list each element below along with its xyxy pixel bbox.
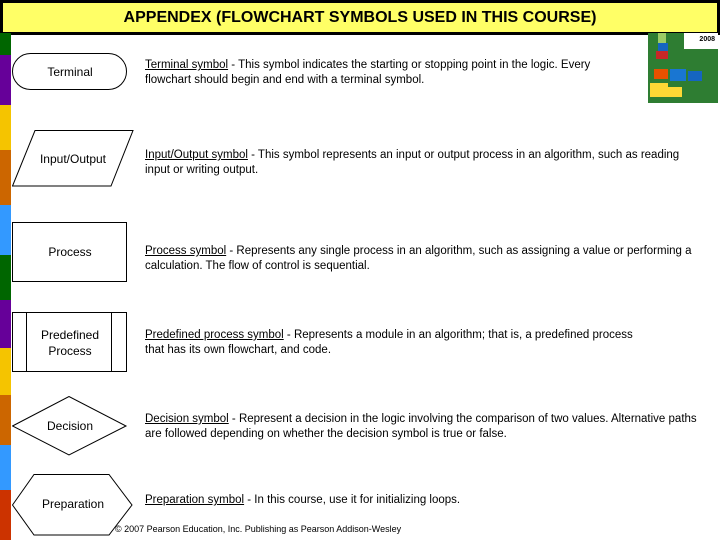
term: Decision symbol [145,413,229,425]
definition: - Represents any single process in an algorithm, such as assigning a value or performing a calculation. The flow of control is sequential. [145,245,692,272]
slide-title: APPENDEX (FLOWCHART SYMBOLS USED IN THIS COURSE) [0,0,720,35]
symbol-label: Input/Output [39,152,107,166]
stripe-segment [0,348,11,395]
symbol-label: Process [48,245,92,259]
stripe-segment [0,255,11,300]
stripe-segment [0,33,11,55]
symbol-label: Decision [46,419,94,433]
decision-symbol [12,396,128,456]
symbol-label: Predefined Process [40,328,100,358]
definition: - This symbol indicates the starting or stopping point in the logic. Every flowchart should begin and end with a terminal symbol. [145,59,591,86]
preparation-description [145,493,705,508]
decision-description [145,412,705,442]
stripe-segment [0,205,11,255]
stripe-segment [0,445,11,490]
stripe-segment [0,55,11,105]
term: Preparation symbol [145,494,245,506]
stripe-segment [0,395,11,445]
stripe-segment [0,105,11,150]
term: Predefined process symbol [145,329,284,341]
symbol-label: Preparation [41,497,105,511]
predefined-process-symbol [12,312,128,373]
cover-year: 2008 [699,36,715,43]
terminal-symbol [12,53,128,91]
copyright-footer: © 2007 Pearson Education, Inc. Publishing as Pearson Addison-Wesley [115,524,402,534]
definition: - Represents a module in an algorithm; that is, a predefined process that has its own flowchart, and code. [145,329,633,356]
definition: - In this course, use it for initializing loops. [244,494,461,506]
stripe-segment [0,300,11,348]
definition: - Represent a decision in the logic involving the comparison of two values. Alternative paths are followed depending on whether the decision symbol is true or false. [145,413,697,440]
terminal-description [145,58,595,88]
term: Input/Output symbol [145,149,248,161]
stripe-segment [0,150,11,205]
term: Process symbol [145,245,227,257]
definition: - This symbol represents an input or output process in an algorithm, such as reading input or writing output. [145,149,680,176]
predefined-process-description [145,328,655,358]
book-cover-image [648,33,718,103]
input-output-description [145,148,695,178]
process-description [145,244,695,274]
process-symbol [12,222,128,283]
input-output-symbol [12,130,134,187]
stripe-segment [0,490,11,540]
symbol-label: Terminal [47,65,93,79]
term: Terminal symbol [145,59,229,71]
